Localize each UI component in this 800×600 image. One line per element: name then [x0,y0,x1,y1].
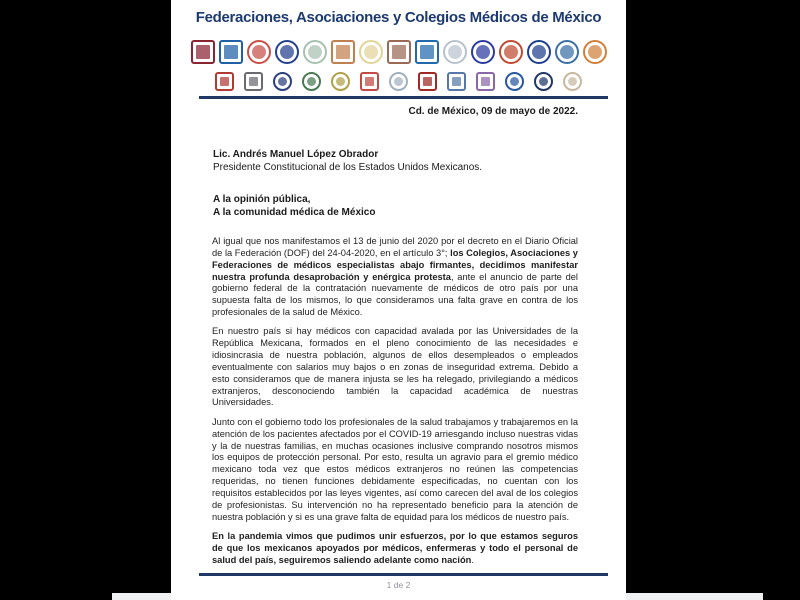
striped-oval-emblem-logo-icon [275,40,299,64]
navy-instruments-emblem-logo-icon [527,40,551,64]
aztec-warrior-emblem-logo-icon [331,40,355,64]
navy-madonna-emblem-logo-icon [273,72,292,91]
red-warrior-emblem-logo-icon [418,72,437,91]
salutation-line-1: A la opinión pública, [213,194,311,205]
date-line: Cd. de México, 09 de mayo de 2022. [408,106,578,117]
olive-antenna-emblem-logo-icon [331,72,350,91]
gray-map-emblem-logo-icon [443,40,467,64]
recipient-title: Presidente Constitucional de los Estados Unidos Mexicanos. [213,161,483,173]
footer-rule [199,573,608,576]
page-title: Federaciones, Asociaciones y Colegios Médicos de México [195,9,602,26]
header-rule [199,96,608,99]
salutation-line-2: A la comunidad médica de México [213,207,376,218]
hourglass-emblem-logo-icon [191,40,215,64]
red-flag-emblem-logo-icon [215,72,234,91]
letter-paragraph: Junto con el gobierno todo los profesionales de la salud trabajamos y trabajaremos en la atención de los pacientes afectados por el COVID-19 arriesgando incluso nuestras vidas y la de nuestras familias, en muchas ocasiones inclusive comprando nosotros mismos los equipos de protección personal. Por esto, resulta un agravio para el gremio médico mexicano toda vez que estos médicos extranjeros no reúnen las competencias requeridas, no tienen funciones debidamente especificadas, no cuentan con los requisitos establecidos por las leyes vigentes, así como carecen del aval de los colegios de profesionistas. Su intervención no ha representado beneficio para la atención de nuestra población y si es una grave falta de equidad para los médicos de nuestro país. [212,416,578,522]
document-page [171,0,626,600]
steel-blue-emblem-logo-icon [555,40,579,64]
blue-figure-emblem-logo-icon [447,72,466,91]
gold-map-emblem-logo-icon [359,40,383,64]
recipient-name: Lic. Andrés Manuel López Obrador [213,149,379,160]
eagle-outline-emblem-logo-icon [389,72,408,91]
navy-eagle-emblem-logo-icon [534,72,553,91]
green-leaf-emblem-logo-icon [302,72,321,91]
letter-paragraph: En la pandemia vimos que pudimos unir esfuerzos, por lo que estamos seguros de que los mexicanos apoyados por médicos, enfermeras y todo el personal de salud del país, seguiremos saliendo adelante como nación. [212,530,578,565]
clock-cross-emblem-logo-icon [247,40,271,64]
nautilus-emblem-logo-icon [563,72,582,91]
img-letters-emblem-logo-icon [415,40,439,64]
pale-bird-emblem-logo-icon [303,40,327,64]
brown-frame-emblem-logo-icon [387,40,411,64]
logos-row-1 [183,38,614,66]
orange-lungs-emblem-logo-icon [583,40,607,64]
addressee-block [213,149,482,174]
logos-row-2 [183,70,614,92]
letter-paragraph: En nuestro país si hay médicos con capacidad avalada por las Universidades de la República Mexicana, formados en el pleno conocimiento de las necesidades e idiosincrasia de nuestra población, algunos de ellos desempleados o empleados eventualmente con salarios muy bajos o en zonas de inseguridad extrema. Debido a esto consideramos que de manera injusta se les ha relegado, privilegiando a médicos extranjeros, desconociendo también la capacidad académica de nuestras Universidades. [212,326,578,408]
navy-bridge-emblem-logo-icon [219,40,243,64]
blue-oval-emblem-logo-icon [471,40,495,64]
letter-paragraph: Al igual que nos manifestamos el 13 de junio del 2020 por el decreto en el Diario Oficial de la Federación (DOF) del 24-04-2020, en el artículo 3°; los Colegios, Asociaciones y Federaciones de médicos especialistas abajo firmantes, decidimos manifestar nuestra profunda desaprobación y enérgica protesta, ante el anuncio de parte del gobierno federal de la contratación nuevamente de médicos de otro país por una supuesta falta de los mismos, lo que consideramos una falta grave en contra de los profesionales de la salud de México. [212,236,579,318]
salutation-block [213,193,375,219]
dark-text-emblem-logo-icon [244,72,263,91]
letter-body [212,236,578,574]
copah-text-emblem-logo-icon [360,72,379,91]
red-shield-emblem-logo-icon [499,40,523,64]
purple-text-emblem-logo-icon [476,72,495,91]
page-indicator: 1 de 2 [386,580,411,590]
blue-map-circle-emblem-logo-icon [505,72,524,91]
